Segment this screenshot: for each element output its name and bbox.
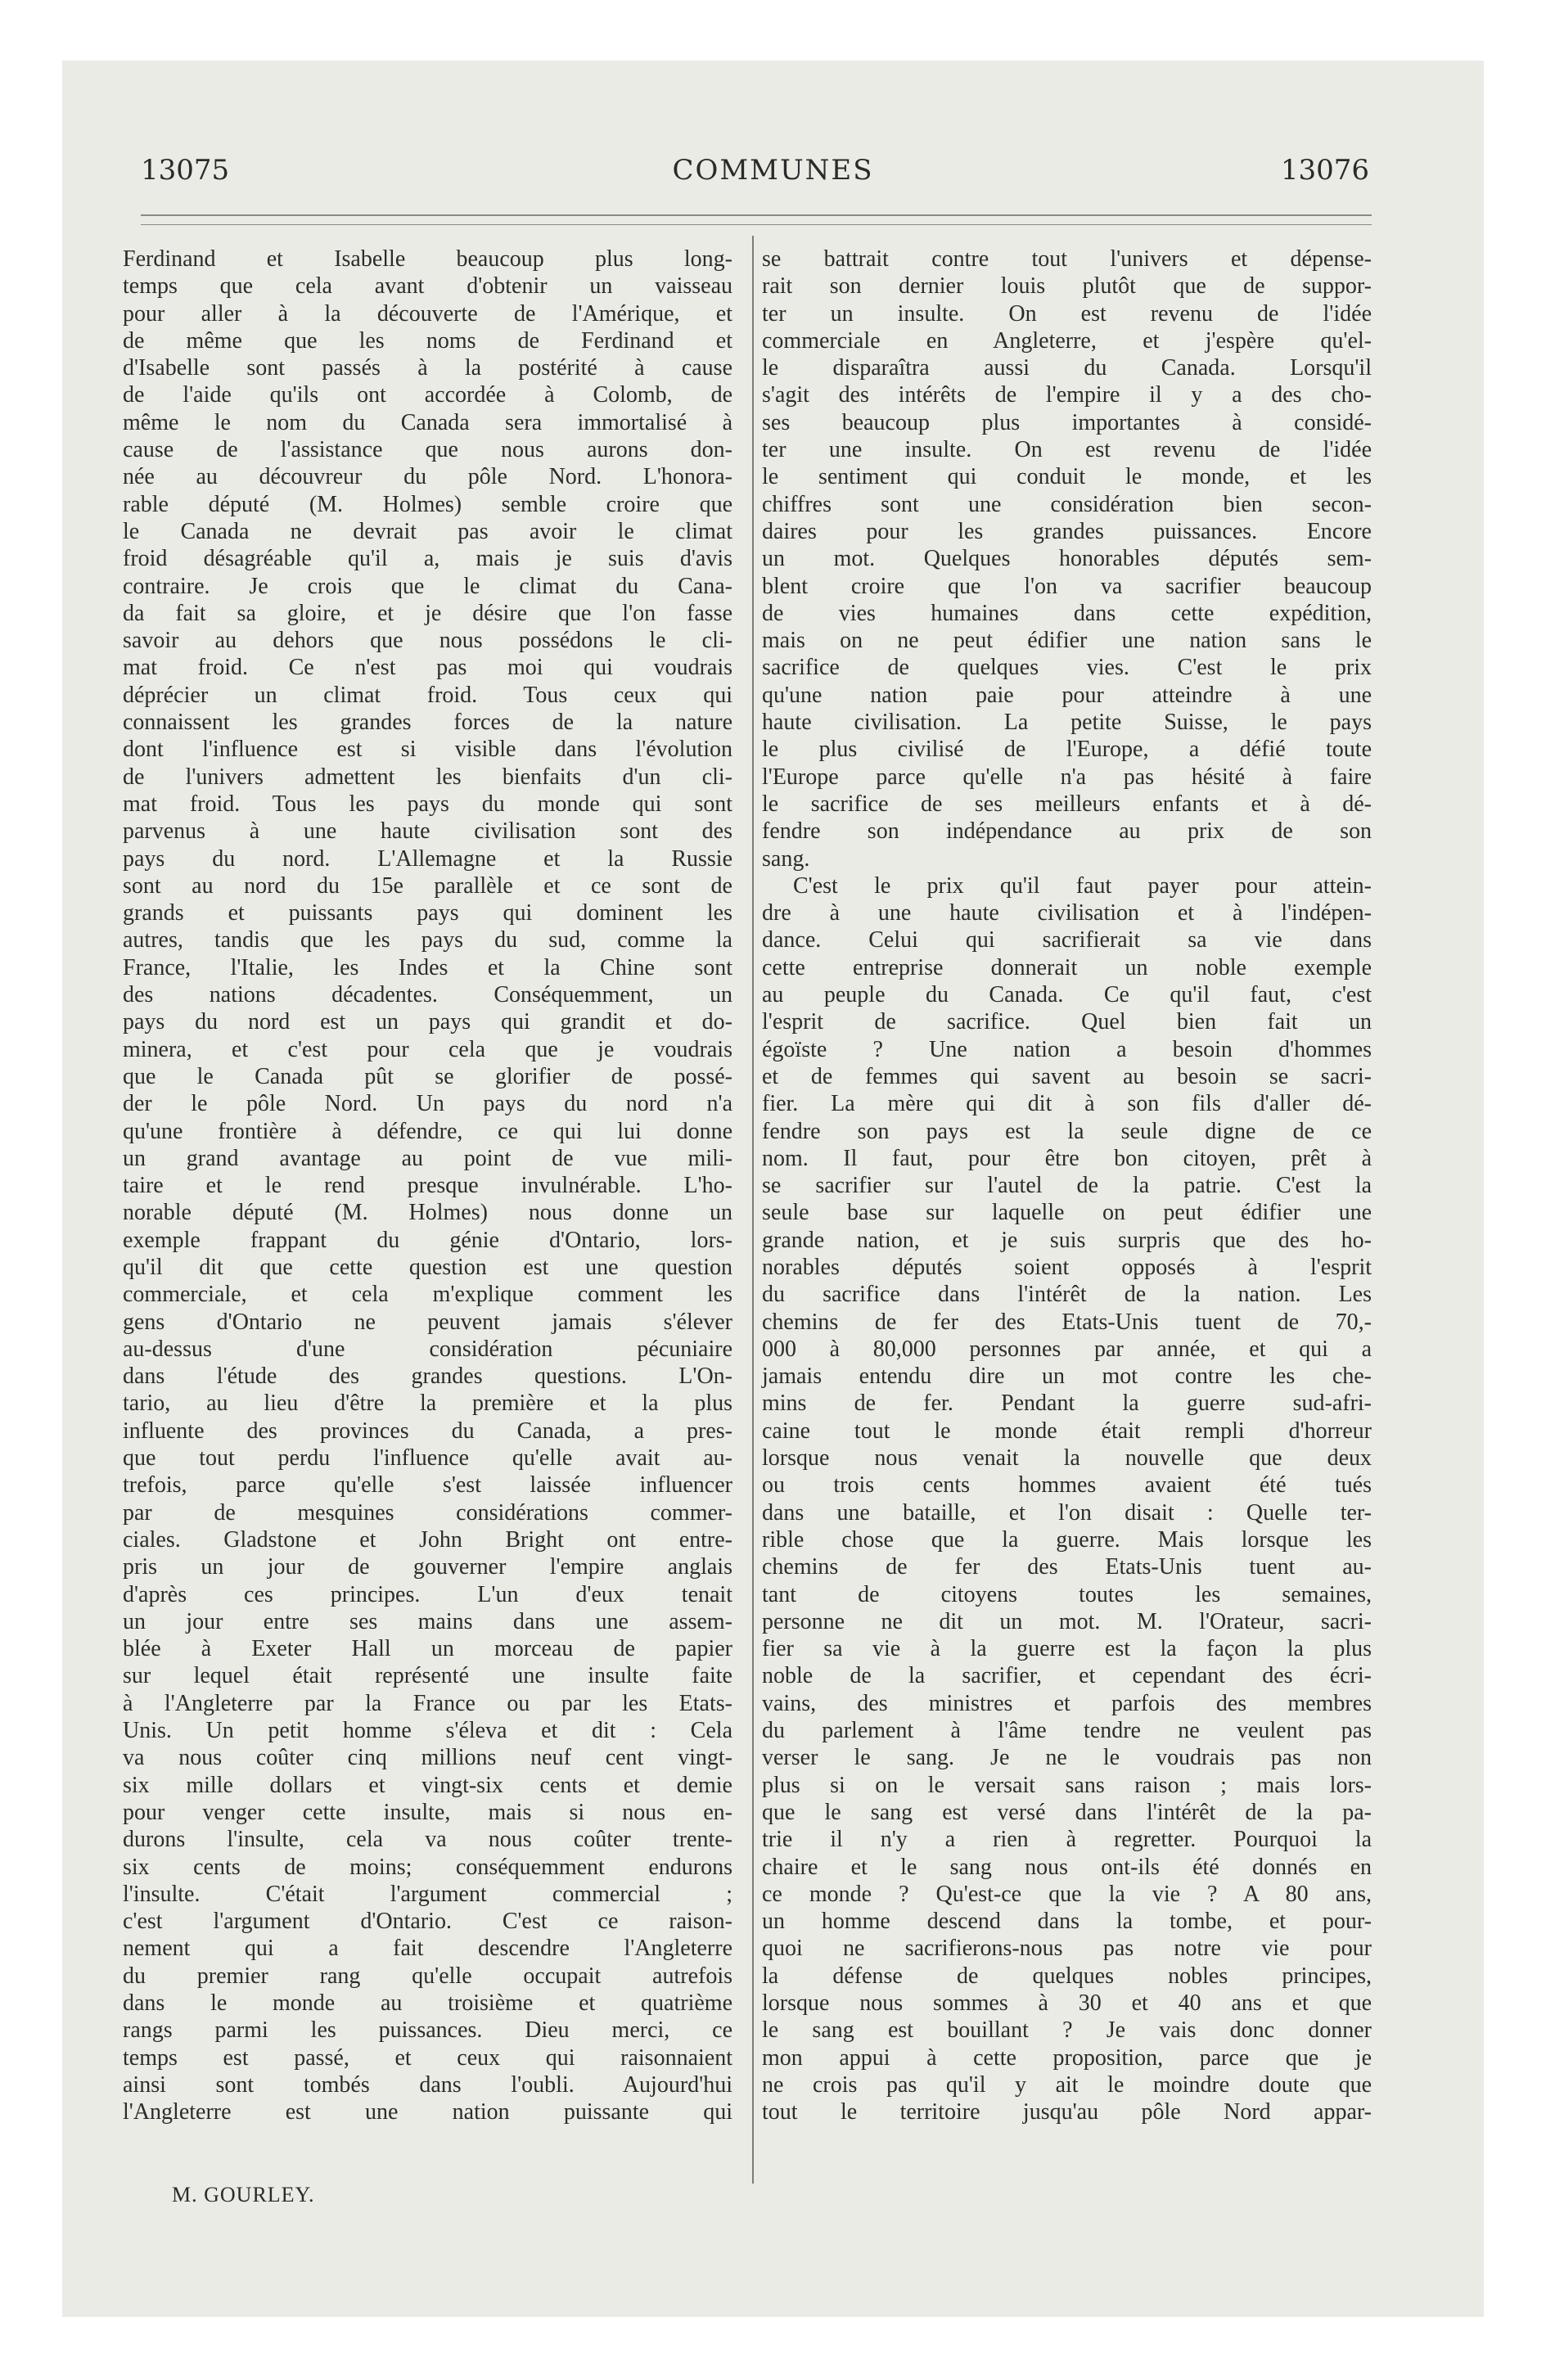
line-text: du premier rang qu'elle occupait autrefois — [123, 1963, 732, 1989]
line-text: mat froid. Ce n'est pas moi qui voudrais — [123, 655, 732, 681]
text-line — [762, 1281, 1372, 1308]
header-rule — [141, 214, 1372, 216]
line-text: cette entreprise donnerait un noble exemple — [762, 954, 1372, 980]
line-text: ne crois pas qu'il y ait le moindre doute que — [762, 2071, 1372, 2098]
line-text: dans l'étude des grandes questions. L'On- — [123, 1364, 732, 1390]
line-text: influente des provinces du Canada, a pres- — [123, 1418, 732, 1444]
text-line — [123, 1309, 732, 1336]
text-line — [123, 327, 732, 354]
text-line — [123, 736, 732, 763]
line-text: que le sang est versé dans l'intérêt de la pa- — [762, 1799, 1372, 1825]
line-text: un grand avantage au point de vue mili- — [123, 1145, 732, 1171]
line-text: l'Europe parce qu'elle n'a pas hésité à faire — [762, 764, 1372, 790]
line-text: rable député (M. Holmes) semble croire que — [123, 491, 732, 517]
line-text: trie il n'y a rien à regretter. Pourquoi la — [762, 1827, 1372, 1853]
line-text: ses beaucoup plus importantes à considé- — [762, 409, 1372, 435]
line-text: durons l'insulte, cela va nous coûter trente- — [123, 1827, 732, 1853]
text-line — [123, 1526, 732, 1553]
line-text: six mille dollars et vingt-six cents et demie — [123, 1772, 732, 1798]
line-text: du sacrifice dans l'intérêt de la nation. Les — [762, 1282, 1372, 1308]
line-text: gens d'Ontario ne peuvent jamais s'élever — [123, 1309, 732, 1335]
line-text: ou trois cents hommes avaient été tués — [762, 1472, 1372, 1499]
text-line — [123, 1935, 732, 1962]
text-line — [123, 1254, 732, 1281]
text-line — [762, 1363, 1372, 1390]
line-text: parvenus à une haute civilisation sont des — [123, 818, 732, 845]
text-line — [123, 954, 732, 981]
line-text: contraire. Je crois que le climat du Cana- — [123, 573, 732, 599]
text-line — [762, 981, 1372, 1008]
line-text: fendre son pays est la seule digne de ce — [762, 1118, 1372, 1144]
text-line — [123, 1145, 732, 1172]
line-text: quoi ne sacrifierons-nous pas notre vie pour — [762, 1936, 1372, 1962]
line-text: grande nation, et je suis surpris que des ho- — [762, 1227, 1372, 1253]
text-line — [123, 1690, 732, 1717]
line-text: nement qui a fait descendre l'Angleterre — [123, 1936, 732, 1962]
text-line — [762, 600, 1372, 627]
text-line — [123, 682, 732, 709]
text-line — [762, 1118, 1372, 1145]
text-line — [762, 463, 1372, 490]
line-text: qu'une frontière à défendre, ce qui lui donne — [123, 1118, 732, 1144]
text-line — [123, 1199, 732, 1226]
text-line — [762, 409, 1372, 436]
line-text: déprécier un climat froid. Tous ceux qui — [123, 682, 732, 708]
text-line — [123, 1008, 732, 1035]
text-line — [762, 764, 1372, 791]
text-line — [762, 1744, 1372, 1771]
page-number-right: 13076 — [1280, 154, 1369, 187]
line-text: pays du nord. L'Allemagne et la Russie — [123, 845, 732, 872]
text-line — [123, 1908, 732, 1935]
line-text: nom. Il faut, pour être bon citoyen, prêt à — [762, 1145, 1372, 1171]
text-line — [762, 1662, 1372, 1689]
line-text: rangs parmi les puissances. Dieu merci, ce — [123, 2017, 732, 2044]
line-text: à l'Angleterre par la France ou par les Etats- — [123, 1690, 732, 1716]
text-line — [762, 1036, 1372, 1063]
text-line — [762, 1717, 1372, 1744]
line-text: plus si on le versait sans raison ; mais lors- — [762, 1772, 1372, 1798]
text-line — [762, 246, 1372, 273]
line-text: blée à Exeter Hall un morceau de papier — [123, 1636, 732, 1662]
text-line — [123, 300, 732, 327]
line-text: savoir au dehors que nous possédons le cli- — [123, 628, 732, 654]
line-text: taire et le rend presque invulnérable. L'ho- — [123, 1173, 732, 1199]
line-text: ter une insulte. On est revenu de l'idée — [762, 437, 1372, 463]
line-text: six cents de moins; conséquemment endurons — [123, 1854, 732, 1880]
text-line — [123, 409, 732, 436]
line-text: pays du nord est un pays qui grandit et do- — [123, 1009, 732, 1035]
text-line — [762, 518, 1372, 545]
line-text: noble de la sacrifier, et cependant des écri- — [762, 1663, 1372, 1689]
line-text: jamais entendu dire un mot contre les che- — [762, 1364, 1372, 1390]
text-line — [123, 1581, 732, 1608]
line-text: et de femmes qui savent au besoin se sacri- — [762, 1063, 1372, 1089]
line-text: égoïste ? Une nation a besoin d'hommes — [762, 1036, 1372, 1062]
line-text: daires pour les grandes puissances. Encore — [762, 518, 1372, 544]
text-line — [123, 354, 732, 381]
line-text: chiffres sont une considération bien secon- — [762, 491, 1372, 517]
line-text: le disparaîtra aussi du Canada. Lorsqu'il — [762, 355, 1372, 381]
text-line — [123, 845, 732, 872]
text-line — [762, 1690, 1372, 1717]
text-line — [762, 1990, 1372, 2017]
text-line — [123, 654, 732, 681]
line-text: d'Isabelle sont passés à la postérité à cause — [123, 355, 732, 381]
line-text: exemple frappant du génie d'Ontario, lors- — [123, 1227, 732, 1253]
line-text: se battrait contre tout l'univers et dépense- — [762, 246, 1372, 272]
text-line — [762, 273, 1372, 300]
line-text: même le nom du Canada sera immortalisé à — [123, 409, 732, 435]
text-line — [123, 273, 732, 300]
line-text: chemins de fer des Etats-Unis tuent de 70,- — [762, 1309, 1372, 1335]
line-text: sang. — [762, 845, 810, 872]
text-line — [123, 1635, 732, 1662]
text-line — [123, 246, 732, 273]
left-column — [123, 246, 732, 2210]
line-text: fier sa vie à la guerre est la façon la plus — [762, 1636, 1372, 1662]
text-line — [762, 1418, 1372, 1445]
line-text: dans le monde au troisième et quatrième — [123, 1990, 732, 2016]
line-text: rible chose que la guerre. Mais lorsque les — [762, 1526, 1372, 1553]
line-text: l'insulte. C'était l'argument commercial ; — [123, 1881, 732, 1907]
text-line — [123, 1772, 732, 1799]
text-line — [123, 2098, 732, 2125]
text-line — [762, 1799, 1372, 1826]
text-line — [123, 463, 732, 490]
line-text: un mot. Quelques honorables députés sem- — [762, 546, 1372, 572]
line-text: par de mesquines considérations commer- — [123, 1499, 732, 1526]
line-text: blent croire que l'on va sacrifier beaucoup — [762, 573, 1372, 599]
line-text: dans une bataille, et l'on disait : Quelle ter- — [762, 1499, 1372, 1526]
text-line — [762, 709, 1372, 736]
line-text: commerciale en Angleterre, et j'espère qu'el- — [762, 327, 1372, 354]
text-line — [123, 1499, 732, 1526]
line-text: Ferdinand et Isabelle beaucoup plus long- — [123, 246, 732, 272]
text-line — [762, 1309, 1372, 1336]
line-text: au peuple du Canada. Ce qu'il faut, c'est — [762, 982, 1372, 1008]
text-line — [762, 1063, 1372, 1090]
text-line — [123, 1553, 732, 1580]
line-text: tant de citoyens toutes les semaines, — [762, 1581, 1372, 1607]
text-line — [762, 1826, 1372, 1853]
text-line — [762, 2017, 1372, 2044]
page-header — [0, 154, 1546, 195]
line-text: Unis. Un petit homme s'éleva et dit : Cela — [123, 1718, 732, 1744]
line-text: autres, tandis que les pays du sud, comme la — [123, 927, 732, 953]
line-text: née au découvreur du pôle Nord. L'honora- — [123, 464, 732, 490]
text-line — [123, 926, 732, 953]
line-text: l'esprit de sacrifice. Quel bien fait un — [762, 1009, 1372, 1035]
line-text: ce monde ? Qu'est-ce que la vie ? A 80 ans, — [762, 1881, 1372, 1907]
line-text: s'agit des intérêts de l'empire il y a des cho- — [762, 382, 1372, 408]
text-line — [762, 545, 1372, 572]
text-line — [762, 1499, 1372, 1526]
line-text: le sang est bouillant ? Je vais donc donner — [762, 2017, 1372, 2044]
line-text: au-dessus d'une considération pécuniaire — [123, 1336, 732, 1362]
text-line — [123, 818, 732, 845]
line-text: commerciale, et cela m'explique comment les — [123, 1282, 732, 1308]
text-line — [123, 1826, 732, 1853]
line-text: der le pôle Nord. Un pays du nord n'a — [123, 1091, 732, 1117]
line-text: d'après ces principes. L'un d'eux tenait — [123, 1581, 732, 1607]
line-text: froid désagréable qu'il a, mais je suis d'avis — [123, 546, 732, 572]
line-text: c'est l'argument d'Ontario. C'est ce raison- — [123, 1909, 732, 1935]
text-line — [123, 1336, 732, 1363]
text-line — [123, 1227, 732, 1254]
line-text: dre à une haute civilisation et à l'indépen- — [762, 900, 1372, 926]
text-line — [762, 926, 1372, 953]
line-text: le sacrifice de ses meilleurs enfants et à dé- — [762, 791, 1372, 817]
text-line — [123, 381, 732, 408]
text-line — [123, 1881, 732, 1908]
text-line — [123, 2044, 732, 2071]
line-text: lorsque nous venait la nouvelle que deux — [762, 1445, 1372, 1472]
text-line — [762, 2071, 1372, 2098]
text-line — [123, 1036, 732, 1063]
text-line — [123, 764, 732, 791]
text-line — [762, 491, 1372, 518]
line-text: temps est passé, et ceux qui raisonnaient — [123, 2044, 732, 2071]
line-text: grands et puissants pays qui dominent les — [123, 900, 732, 926]
speaker-signature: M. GOURLEY. — [172, 2183, 315, 2206]
line-text: que le Canada pût se glorifier de possé- — [123, 1063, 732, 1089]
text-line — [123, 2071, 732, 2098]
text-line — [123, 1118, 732, 1145]
text-line — [762, 1772, 1372, 1799]
text-line — [123, 1390, 732, 1417]
line-text: de même que les noms de Ferdinand et — [123, 327, 732, 354]
text-line — [123, 1063, 732, 1090]
text-line — [123, 573, 732, 600]
text-line — [762, 1553, 1372, 1580]
text-line — [123, 1717, 732, 1744]
header-rule-thin — [141, 224, 1372, 225]
line-text: mais on ne peut édifier une nation sans le — [762, 628, 1372, 654]
line-text: dont l'influence est si visible dans l'évolution — [123, 737, 732, 763]
line-text: cause de l'assistance que nous aurons don- — [123, 437, 732, 463]
line-text: qu'une nation paie pour atteindre à une — [762, 682, 1372, 708]
text-line — [762, 1445, 1372, 1472]
text-line — [762, 1526, 1372, 1553]
text-line — [762, 845, 1372, 872]
page-number-left: 13075 — [141, 154, 230, 187]
text-line — [762, 354, 1372, 381]
text-line — [123, 2017, 732, 2044]
line-text: l'Angleterre est une nation puissante qui — [123, 2099, 732, 2125]
line-text: norables députés soient opposés à l'esprit — [762, 1254, 1372, 1280]
text-line — [123, 1990, 732, 2017]
line-text: pour venger cette insulte, mais si nous en- — [123, 1799, 732, 1825]
line-text: va nous coûter cinq millions neuf cent vingt- — [123, 1745, 732, 1771]
text-line — [762, 791, 1372, 818]
line-text: de l'aide qu'ils ont accordée à Colomb, de — [123, 382, 732, 408]
text-line — [762, 2044, 1372, 2071]
text-line — [762, 1635, 1372, 1662]
text-line — [123, 1662, 732, 1689]
line-text: mat froid. Tous les pays du monde qui sont — [123, 791, 732, 817]
text-line — [762, 1472, 1372, 1499]
line-text: tout le territoire jusqu'au pôle Nord appar- — [762, 2099, 1372, 2125]
line-text: verser le sang. Je ne le voudrais pas non — [762, 1745, 1372, 1771]
line-text: France, l'Italie, les Indes et la Chine sont — [123, 954, 732, 980]
line-text: un homme descend dans la tombe, et pour- — [762, 1909, 1372, 1935]
text-line — [123, 981, 732, 1008]
line-text: chaire et le sang nous ont-ils été donnés en — [762, 1854, 1372, 1880]
text-line — [123, 1090, 732, 1117]
line-text: du parlement à l'âme tendre ne veulent pas — [762, 1718, 1372, 1744]
text-line — [762, 1145, 1372, 1172]
text-line — [762, 682, 1372, 709]
line-text: connaissent les grandes forces de la nature — [123, 710, 732, 736]
text-line — [762, 1881, 1372, 1908]
line-text: de vies humaines dans cette expédition, — [762, 600, 1372, 626]
line-text: chemins de fer des Etats-Unis tuent au- — [762, 1554, 1372, 1580]
line-text: minera, et c'est pour cela que je voudrais — [123, 1036, 732, 1062]
text-line — [762, 736, 1372, 763]
text-line — [123, 1172, 732, 1199]
text-line — [123, 709, 732, 736]
line-text: le Canada ne devrait pas avoir le climat — [123, 518, 732, 544]
text-line — [762, 818, 1372, 845]
line-text: rait son dernier louis plutôt que de suppor- — [762, 273, 1372, 300]
line-text: sacrifice de quelques vies. C'est le prix — [762, 655, 1372, 681]
text-line — [762, 1608, 1372, 1635]
line-text: personne ne dit un mot. M. l'Orateur, sacri- — [762, 1608, 1372, 1634]
line-text: temps que cela avant d'obtenir un vaisseau — [123, 273, 732, 300]
line-text: ciales. Gladstone et John Bright ont entre- — [123, 1526, 732, 1553]
text-line — [762, 1199, 1372, 1226]
text-line — [762, 1336, 1372, 1363]
line-text: que tout perdu l'influence qu'elle avait au- — [123, 1445, 732, 1472]
line-text: pour aller à la découverte de l'Amérique, et — [123, 300, 732, 327]
text-line — [123, 872, 732, 899]
text-line — [123, 627, 732, 654]
line-text: un jour entre ses mains dans une assem- — [123, 1608, 732, 1634]
text-line — [123, 1963, 732, 1990]
line-text: des nations décadentes. Conséquemment, un — [123, 982, 732, 1008]
line-text: fendre son indépendance au prix de son — [762, 818, 1372, 845]
text-line — [762, 1854, 1372, 1881]
text-line — [762, 381, 1372, 408]
text-line — [123, 1799, 732, 1826]
line-text: mon appui à cette proposition, parce que je — [762, 2044, 1372, 2071]
line-text: trefois, parce qu'elle s'est laissée influencer — [123, 1472, 732, 1499]
right-column — [762, 246, 1372, 2210]
text-line — [123, 1363, 732, 1390]
line-text: fier. La mère qui dit à son fils d'aller dé- — [762, 1091, 1372, 1117]
text-line — [762, 1963, 1372, 1990]
text-line — [762, 1390, 1372, 1417]
line-text: mins de fer. Pendant la guerre sud-afri- — [762, 1391, 1372, 1417]
line-text: vains, des ministres et parfois des membres — [762, 1690, 1372, 1716]
text-line — [762, 899, 1372, 926]
text-line — [762, 654, 1372, 681]
line-text: ainsi sont tombés dans l'oubli. Aujourd'hui — [123, 2071, 732, 2098]
line-text: le sentiment qui conduit le monde, et les — [762, 464, 1372, 490]
line-text: 000 à 80,000 personnes par année, et qui a — [762, 1336, 1372, 1362]
text-line — [762, 300, 1372, 327]
text-line — [123, 899, 732, 926]
text-line — [123, 1472, 732, 1499]
line-text: pris un jour de gouverner l'empire anglais — [123, 1554, 732, 1580]
text-line — [762, 1935, 1372, 1962]
line-text: la défense de quelques nobles principes, — [762, 1963, 1372, 1989]
text-line — [123, 791, 732, 818]
text-line — [762, 1581, 1372, 1608]
line-text: seule base sur laquelle on peut édifier une — [762, 1200, 1372, 1226]
text-line — [123, 1744, 732, 1771]
text-line — [762, 1227, 1372, 1254]
text-line — [123, 436, 732, 463]
line-text: lorsque nous sommes à 30 et 40 ans et que — [762, 1990, 1372, 2016]
text-line — [762, 1090, 1372, 1117]
text-line — [762, 2098, 1372, 2125]
line-text: tario, au lieu d'être la première et la plus — [123, 1391, 732, 1417]
column-divider — [752, 236, 754, 2184]
text-line — [123, 1445, 732, 1472]
text-line — [762, 1908, 1372, 1935]
text-line — [123, 1418, 732, 1445]
text-line — [762, 327, 1372, 354]
line-text: ter un insulte. On est revenu de l'idée — [762, 300, 1372, 327]
text-line — [762, 954, 1372, 981]
text-line — [123, 518, 732, 545]
line-text: sont au nord du 15e parallèle et ce sont de — [123, 872, 732, 899]
text-line — [762, 1172, 1372, 1199]
text-line — [123, 545, 732, 572]
text-line — [762, 627, 1372, 654]
line-text: se sacrifier sur l'autel de la patrie. C'est la — [762, 1173, 1372, 1199]
text-line — [123, 1281, 732, 1308]
text-line — [762, 872, 1372, 899]
line-text: norable député (M. Holmes) nous donne un — [123, 1200, 732, 1226]
line-text: da fait sa gloire, et je désire que l'on fasse — [123, 600, 732, 626]
text-line — [762, 573, 1372, 600]
line-text: C'est le prix qu'il faut payer pour attein- — [793, 872, 1372, 899]
text-line — [123, 491, 732, 518]
line-text: le plus civilisé de l'Europe, a défié toute — [762, 737, 1372, 763]
text-line — [762, 1008, 1372, 1035]
line-text: de l'univers admettent les bienfaits d'un cli- — [123, 764, 732, 790]
text-line — [123, 1608, 732, 1635]
text-line — [762, 436, 1372, 463]
text-line — [762, 1254, 1372, 1281]
text-line — [123, 1854, 732, 1881]
line-text: sur lequel était représenté une insulte faite — [123, 1663, 732, 1689]
line-text: dance. Celui qui sacrifierait sa vie dans — [762, 927, 1372, 953]
line-text: qu'il dit que cette question est une question — [123, 1254, 732, 1280]
page-title: COMMUNES — [672, 154, 874, 187]
line-text: haute civilisation. La petite Suisse, le pays — [762, 710, 1372, 736]
text-line — [123, 600, 732, 627]
line-text: caine tout le monde était rempli d'horreur — [762, 1418, 1372, 1444]
